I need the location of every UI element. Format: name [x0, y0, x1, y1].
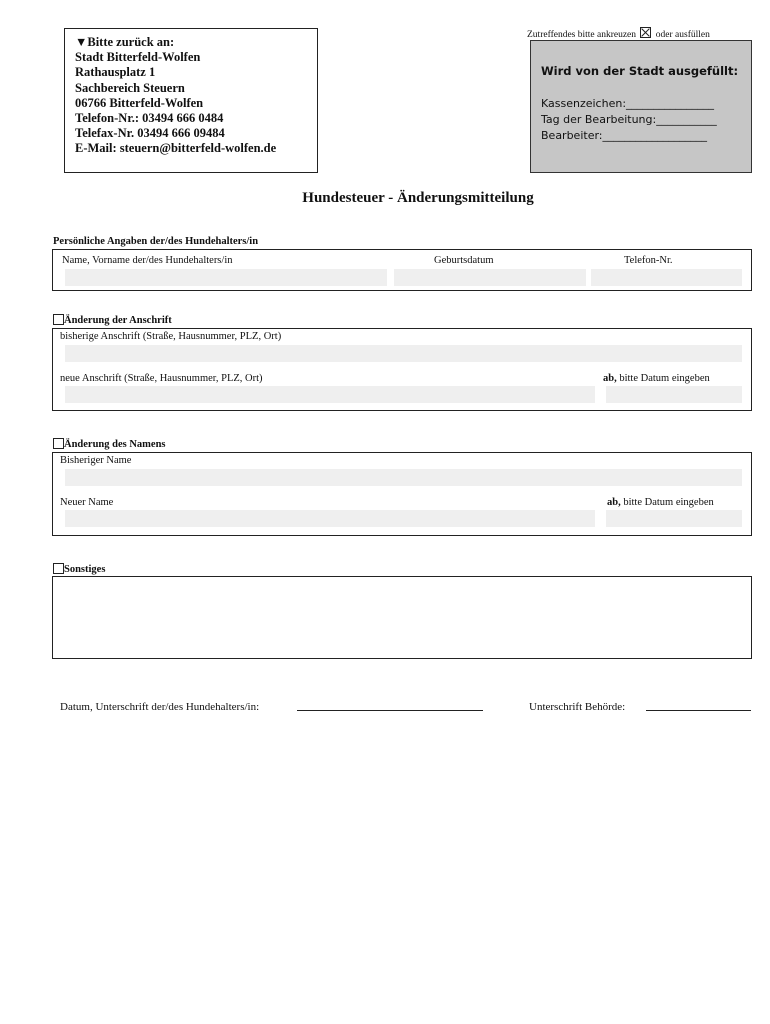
instruction-text-end: oder ausfüllen [655, 30, 710, 40]
cash-reference-field: Kassenzeichen:________________ [541, 97, 715, 110]
old-name-label: Bisheriger Name [60, 455, 132, 466]
phone-label: Telefon-Nr. [624, 255, 673, 266]
address-from-date-label [603, 373, 710, 384]
new-address-input[interactable] [65, 386, 595, 403]
return-address-line: Sachbereich Steuern [75, 80, 185, 95]
address-change-heading: Änderung der Anschrift [64, 315, 172, 326]
other-heading-row [53, 559, 105, 573]
return-address-line: 06766 Bitterfeld-Wolfen [75, 95, 204, 110]
personal-section-heading: Persönliche Angaben der/des Hundehalters/in [53, 236, 259, 247]
other-heading: Sonstiges [64, 564, 106, 575]
name-change-box [52, 452, 752, 536]
owner-name-input[interactable] [65, 269, 387, 286]
return-address-line: Telefax-Nr. 03494 666 09484 [75, 126, 225, 141]
authority-signature-label: Unterschrift Behörde: [529, 701, 626, 713]
return-address-line: ▼Bitte zurück an: [75, 35, 175, 49]
fill-instruction [527, 27, 710, 40]
new-name-input[interactable] [65, 510, 595, 527]
name-change-checkbox[interactable] [53, 438, 64, 449]
return-address-line: Rathausplatz 1 [75, 65, 156, 80]
new-address-label: neue Anschrift (Straße, Hausnummer, PLZ, Ort) [60, 373, 263, 384]
from-bold: ab, [607, 497, 621, 508]
birth-date-label: Geburtsdatum [434, 255, 494, 266]
owner-signature-line[interactable] [297, 710, 483, 711]
other-textarea[interactable] [52, 576, 752, 659]
office-use-box [530, 40, 752, 173]
name-change-heading: Änderung des Namens [64, 439, 166, 450]
address-change-heading-row [53, 310, 172, 324]
return-address-box [64, 28, 318, 173]
from-bold: ab, [603, 373, 617, 384]
address-from-date-input[interactable] [606, 386, 742, 403]
instruction-text: Zutreffendes bitte ankreuzen [527, 30, 637, 40]
clerk-field: Bearbeiter:___________________ [541, 129, 707, 142]
return-address-line: E-Mail: steuern@bitterfeld-wolfen.de [75, 141, 277, 156]
return-address-line: Stadt Bitterfeld-Wolfen [75, 50, 201, 65]
old-address-input[interactable] [65, 345, 742, 362]
crossed-checkbox-icon [640, 27, 651, 38]
page-title: Hundesteuer - Änderungsmitteilung [302, 190, 534, 206]
address-change-box [52, 328, 752, 411]
from-rest: bitte Datum eingeben [620, 497, 714, 508]
name-from-date-input[interactable] [606, 510, 742, 527]
name-change-heading-row [53, 434, 166, 448]
name-from-date-label [607, 497, 714, 508]
personal-section-box [52, 249, 752, 291]
processing-day-field: Tag der Bearbeitung:___________ [541, 113, 717, 126]
phone-input[interactable] [591, 269, 742, 286]
other-checkbox[interactable] [53, 563, 64, 574]
office-box-title: Wird von der Stadt ausgefüllt: [541, 64, 739, 78]
old-name-input[interactable] [65, 469, 742, 486]
old-address-label: bisherige Anschrift (Straße, Hausnummer, PLZ, Ort) [60, 331, 282, 342]
birth-date-input[interactable] [394, 269, 586, 286]
return-address-line: Telefon-Nr.: 03494 666 0484 [75, 111, 224, 126]
owner-signature-label: Datum, Unterschrift der/des Hundehalters/in: [60, 701, 260, 713]
owner-name-label: Name, Vorname der/des Hundehalters/in [62, 255, 233, 266]
from-rest: bitte Datum eingeben [616, 373, 710, 384]
authority-signature-line[interactable] [646, 710, 751, 711]
address-change-checkbox[interactable] [53, 314, 64, 325]
new-name-label: Neuer Name [60, 497, 114, 508]
